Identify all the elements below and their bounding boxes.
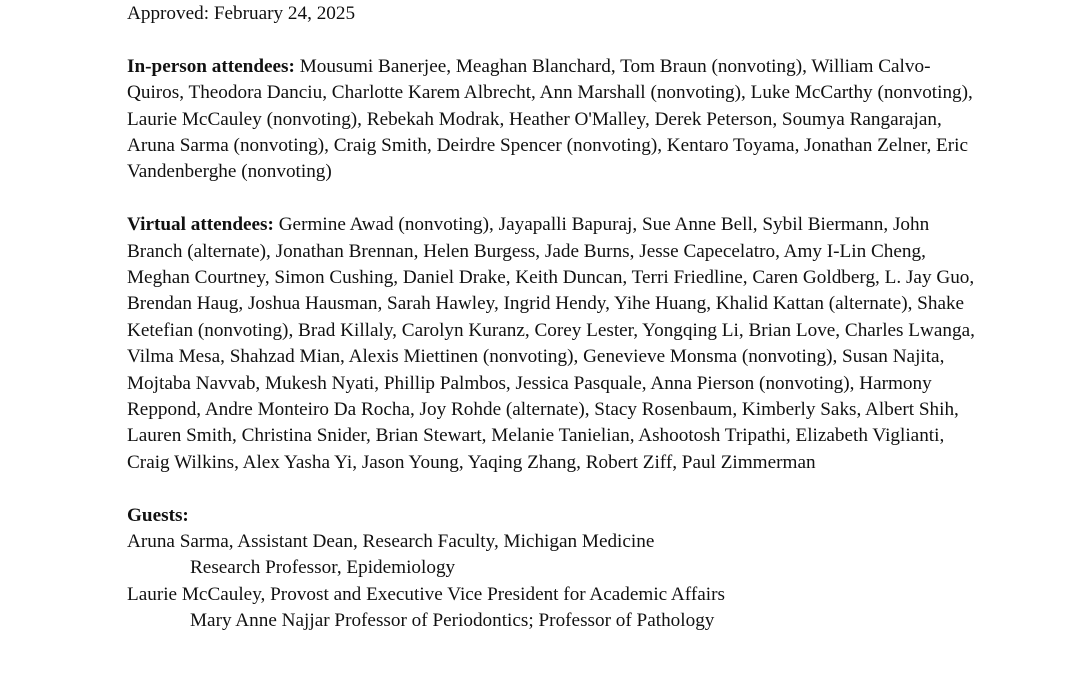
guests-section xyxy=(127,503,977,635)
guest-entry xyxy=(127,582,977,635)
virtual-attendees-paragraph xyxy=(127,212,977,476)
approval-date: Approved: February 24, 2025 xyxy=(127,3,356,24)
in-person-attendees-list: Mousumi Banerjee, Meaghan Blanchard, Tom Braun (nonvoting), William Calvo-Quiros, Theodora Danciu, Charlotte Karem Albrecht, Ann Marshall (nonvoting), Luke McCarthy (nonvoting), Laurie McCauley (nonvoting), Rebekah Modrak, Heather O'Malley, Derek Peterson, Soumya Rangarajan, Aruna Sarma (nonvoting), Craig Smith, Deirdre Spencer (nonvoting), Kentaro Toyama, Jonathan Zelner, Eric Vandenberghe (nonvoting) xyxy=(127,55,973,183)
guests-label: Guests: xyxy=(127,504,189,526)
guest-name-line: Laurie McCauley, Provost and Executive Vice President for Academic Affairs xyxy=(127,583,725,605)
virtual-attendees-list: Germine Awad (nonvoting), Jayapalli Bapuraj, Sue Anne Bell, Sybil Biermann, John Branch (alternate), Jonathan Brennan, Helen Burgess, Jade Burns, Jesse Capecelatro, Amy I-Lin Cheng, Meghan Courtney, Simon Cushing, Daniel Drake, Keith Duncan, Terri Friedline, Caren Goldberg, L. Jay Guo, Brendan Haug, Joshua Hausman, Sarah Hawley, Ingrid Hendy, Yihe Huang, Khalid Kattan (alternate), Shake Ketefian (nonvoting), Brad Killaly, Carolyn Kuranz, Corey Lester, Yongqing Li, Brian Love, Charles Lwanga, Vilma Mesa, Shahzad Mian, Alexis Miettinen (nonvoting), Genevieve Monsma (nonvoting), Susan Najita, Mojtaba Navvab, Mukesh Nyati, Phillip Palmbos, Jessica Pasquale, Anna Pierson (nonvoting), Harmony Reppond, Andre Monteiro Da Rocha, Joy Rohde (alternate), Stacy Rosenbaum, Kimberly Saks, Albert Shih, Lauren Smith, Christina Snider, Brian Stewart, Melanie Tanielian, Ashootosh Tripathi, Elizabeth Viglianti, Craig Wilkins, Alex Yasha Yi, Jason Young, Yaqing Zhang, Robert Ziff, Paul Zimmerman xyxy=(127,214,975,473)
virtual-attendees-label: Virtual attendees: xyxy=(127,214,274,236)
guest-title-line: Research Professor, Epidemiology xyxy=(190,557,456,579)
in-person-attendees-label: In-person attendees: xyxy=(127,55,295,77)
guest-name-line: Aruna Sarma, Assistant Dean, Research Faculty, Michigan Medicine xyxy=(127,531,655,553)
in-person-attendees-paragraph xyxy=(127,54,977,186)
minutes-page xyxy=(127,0,977,635)
guest-entry xyxy=(127,529,977,582)
guest-title-line: Mary Anne Najjar Professor of Periodontics; Professor of Pathology xyxy=(190,610,715,632)
